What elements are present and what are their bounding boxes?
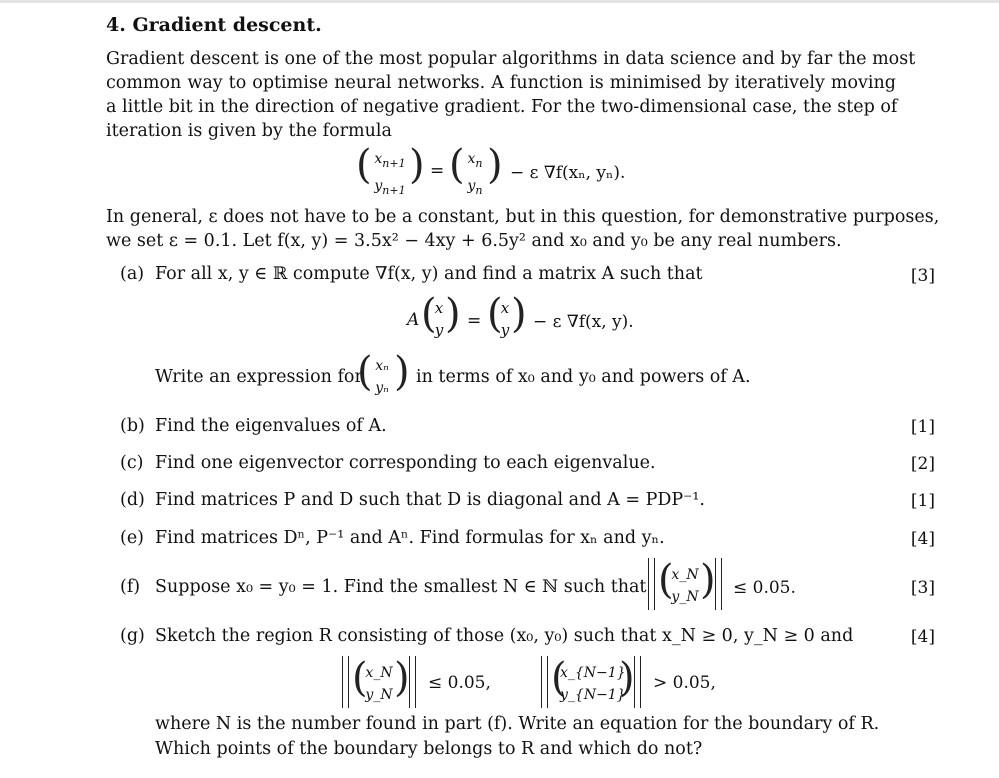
formula-tail: − ε ∇f(xₙ, yₙ). bbox=[510, 163, 626, 183]
norm-bars-right bbox=[715, 558, 722, 610]
norm-bars-right bbox=[409, 656, 416, 708]
y-var: y bbox=[434, 321, 444, 339]
question-c-marks: [2] bbox=[910, 454, 935, 474]
question-e-text: Find matrices Dⁿ, P⁻¹ and Aⁿ. Find formulas for xₙ and yₙ. bbox=[155, 528, 665, 548]
question-b-marks: [1] bbox=[910, 417, 935, 437]
y-N: y_N bbox=[671, 589, 699, 605]
matrix-eq-tail: − ε ∇f(x, y). bbox=[533, 312, 634, 332]
y-next: $y_{n+1}$ bbox=[374, 177, 406, 197]
write-post: in terms of x₀ and y₀ and powers of A. bbox=[416, 367, 751, 387]
y-N: y_N bbox=[365, 687, 393, 703]
top-rule bbox=[0, 0, 999, 3]
paren-close: ) bbox=[445, 291, 461, 337]
x-N: x_N bbox=[671, 567, 699, 583]
question-a-text: For all x, y ∈ ℝ compute ∇f(x, y) and find a matrix A such that bbox=[155, 264, 703, 284]
paren-close: ) bbox=[394, 349, 410, 395]
question-d-label: (d) bbox=[120, 490, 145, 510]
norm-bars-left bbox=[342, 656, 349, 708]
y-current: $y_n$ bbox=[467, 177, 483, 197]
paren-open: ( bbox=[658, 557, 674, 603]
question-b-label: (b) bbox=[120, 416, 145, 436]
vector-n bbox=[367, 355, 397, 399]
x-var: x bbox=[500, 299, 510, 317]
matrix-a: A bbox=[407, 310, 420, 330]
question-c-text: Find one eigenvector corresponding to each eigenvalue. bbox=[155, 453, 656, 473]
x-N: x_N bbox=[365, 665, 393, 681]
paren-open: ( bbox=[449, 142, 465, 188]
x-next: $x_{n+1}$ bbox=[374, 151, 406, 170]
question-c-label: (c) bbox=[120, 453, 144, 473]
question-g-label: (g) bbox=[120, 626, 145, 646]
question-d-marks: [1] bbox=[910, 491, 935, 511]
intro-line-4: iteration is given by the formula bbox=[106, 121, 392, 141]
vector-current bbox=[460, 148, 490, 202]
condition-2: > 0.05, bbox=[653, 673, 716, 693]
x-var: x bbox=[434, 299, 444, 317]
paren-close: ) bbox=[409, 142, 425, 188]
paren-open: ( bbox=[352, 655, 368, 701]
question-b-text: Find the eigenvalues of A. bbox=[155, 416, 387, 436]
norm-bars-left bbox=[648, 558, 655, 610]
question-f-text: Suppose x₀ = y₀ = 1. Find the smallest N ∈ ℕ such that bbox=[155, 577, 647, 597]
paren-open: ( bbox=[551, 655, 567, 701]
question-g-line-2: where N is the number found in part (f). Write an equation for the boundary of R. bbox=[155, 714, 880, 734]
question-a-marks: [3] bbox=[910, 266, 935, 286]
vector-N bbox=[668, 564, 702, 608]
question-g-text: Sketch the region R consisting of those (x₀, y₀) such that x_N ≥ 0, y_N ≥ 0 and bbox=[155, 626, 854, 646]
question-d-text: Find matrices P and D such that D is diagonal and A = PDP⁻¹. bbox=[155, 490, 705, 510]
x-current: $x_n$ bbox=[467, 151, 483, 170]
y-n: yₙ bbox=[375, 380, 389, 396]
x-n: xₙ bbox=[375, 358, 389, 374]
condition-1: ≤ 0.05, bbox=[428, 673, 491, 693]
paren-open: ( bbox=[356, 142, 372, 188]
norm-condition: ≤ 0.05. bbox=[733, 578, 796, 598]
paren-close: ) bbox=[394, 655, 410, 701]
paren-open: ( bbox=[487, 291, 503, 337]
question-f-label: (f) bbox=[120, 577, 141, 597]
x-N-minus-1: x_{N−1} bbox=[560, 665, 626, 681]
y-N-minus-1: y_{N−1} bbox=[560, 687, 626, 703]
y-var: y bbox=[500, 321, 510, 339]
question-f-marks: [3] bbox=[910, 578, 935, 598]
equals-sign: = bbox=[467, 311, 482, 331]
intro-line-1: Gradient descent is one of the most popular algorithms in data science and by far the most bbox=[106, 49, 916, 69]
paren-open: ( bbox=[357, 349, 373, 395]
general-line-1: In general, ε does not have to be a constant, but in this question, for demonstrative purposes, bbox=[106, 207, 940, 227]
section-heading: 4. Gradient descent. bbox=[106, 14, 322, 36]
intro-line-3: a little bit in the direction of negative gradient. For the two-dimensional case, the step of bbox=[106, 97, 898, 117]
vector-next bbox=[366, 148, 414, 202]
paren-close: ) bbox=[487, 142, 503, 188]
question-e-marks: [4] bbox=[910, 529, 935, 549]
norm-bars-left bbox=[541, 656, 548, 708]
vector-N-minus-1 bbox=[560, 662, 626, 706]
question-e-label: (e) bbox=[120, 528, 145, 548]
norm-bars-right bbox=[634, 656, 641, 708]
write-pre: Write an expression for bbox=[155, 367, 363, 387]
question-a-label: (a) bbox=[120, 264, 145, 284]
vector-N bbox=[362, 662, 396, 706]
paren-close: ) bbox=[619, 655, 635, 701]
paren-open: ( bbox=[421, 291, 437, 337]
question-g-line-3: Which points of the boundary belongs to R and which do not? bbox=[155, 739, 703, 759]
paren-close: ) bbox=[511, 291, 527, 337]
paren-close: ) bbox=[700, 557, 716, 603]
general-line-2: we set ε = 0.1. Let f(x, y) = 3.5x² − 4xy + 6.5y² and x₀ and y₀ be any real numbers. bbox=[106, 231, 842, 251]
question-g-marks: [4] bbox=[910, 627, 935, 647]
intro-line-2: common way to optimise neural networks. A function is minimised by iteratively moving bbox=[106, 73, 896, 93]
equals-sign: = bbox=[430, 161, 445, 181]
